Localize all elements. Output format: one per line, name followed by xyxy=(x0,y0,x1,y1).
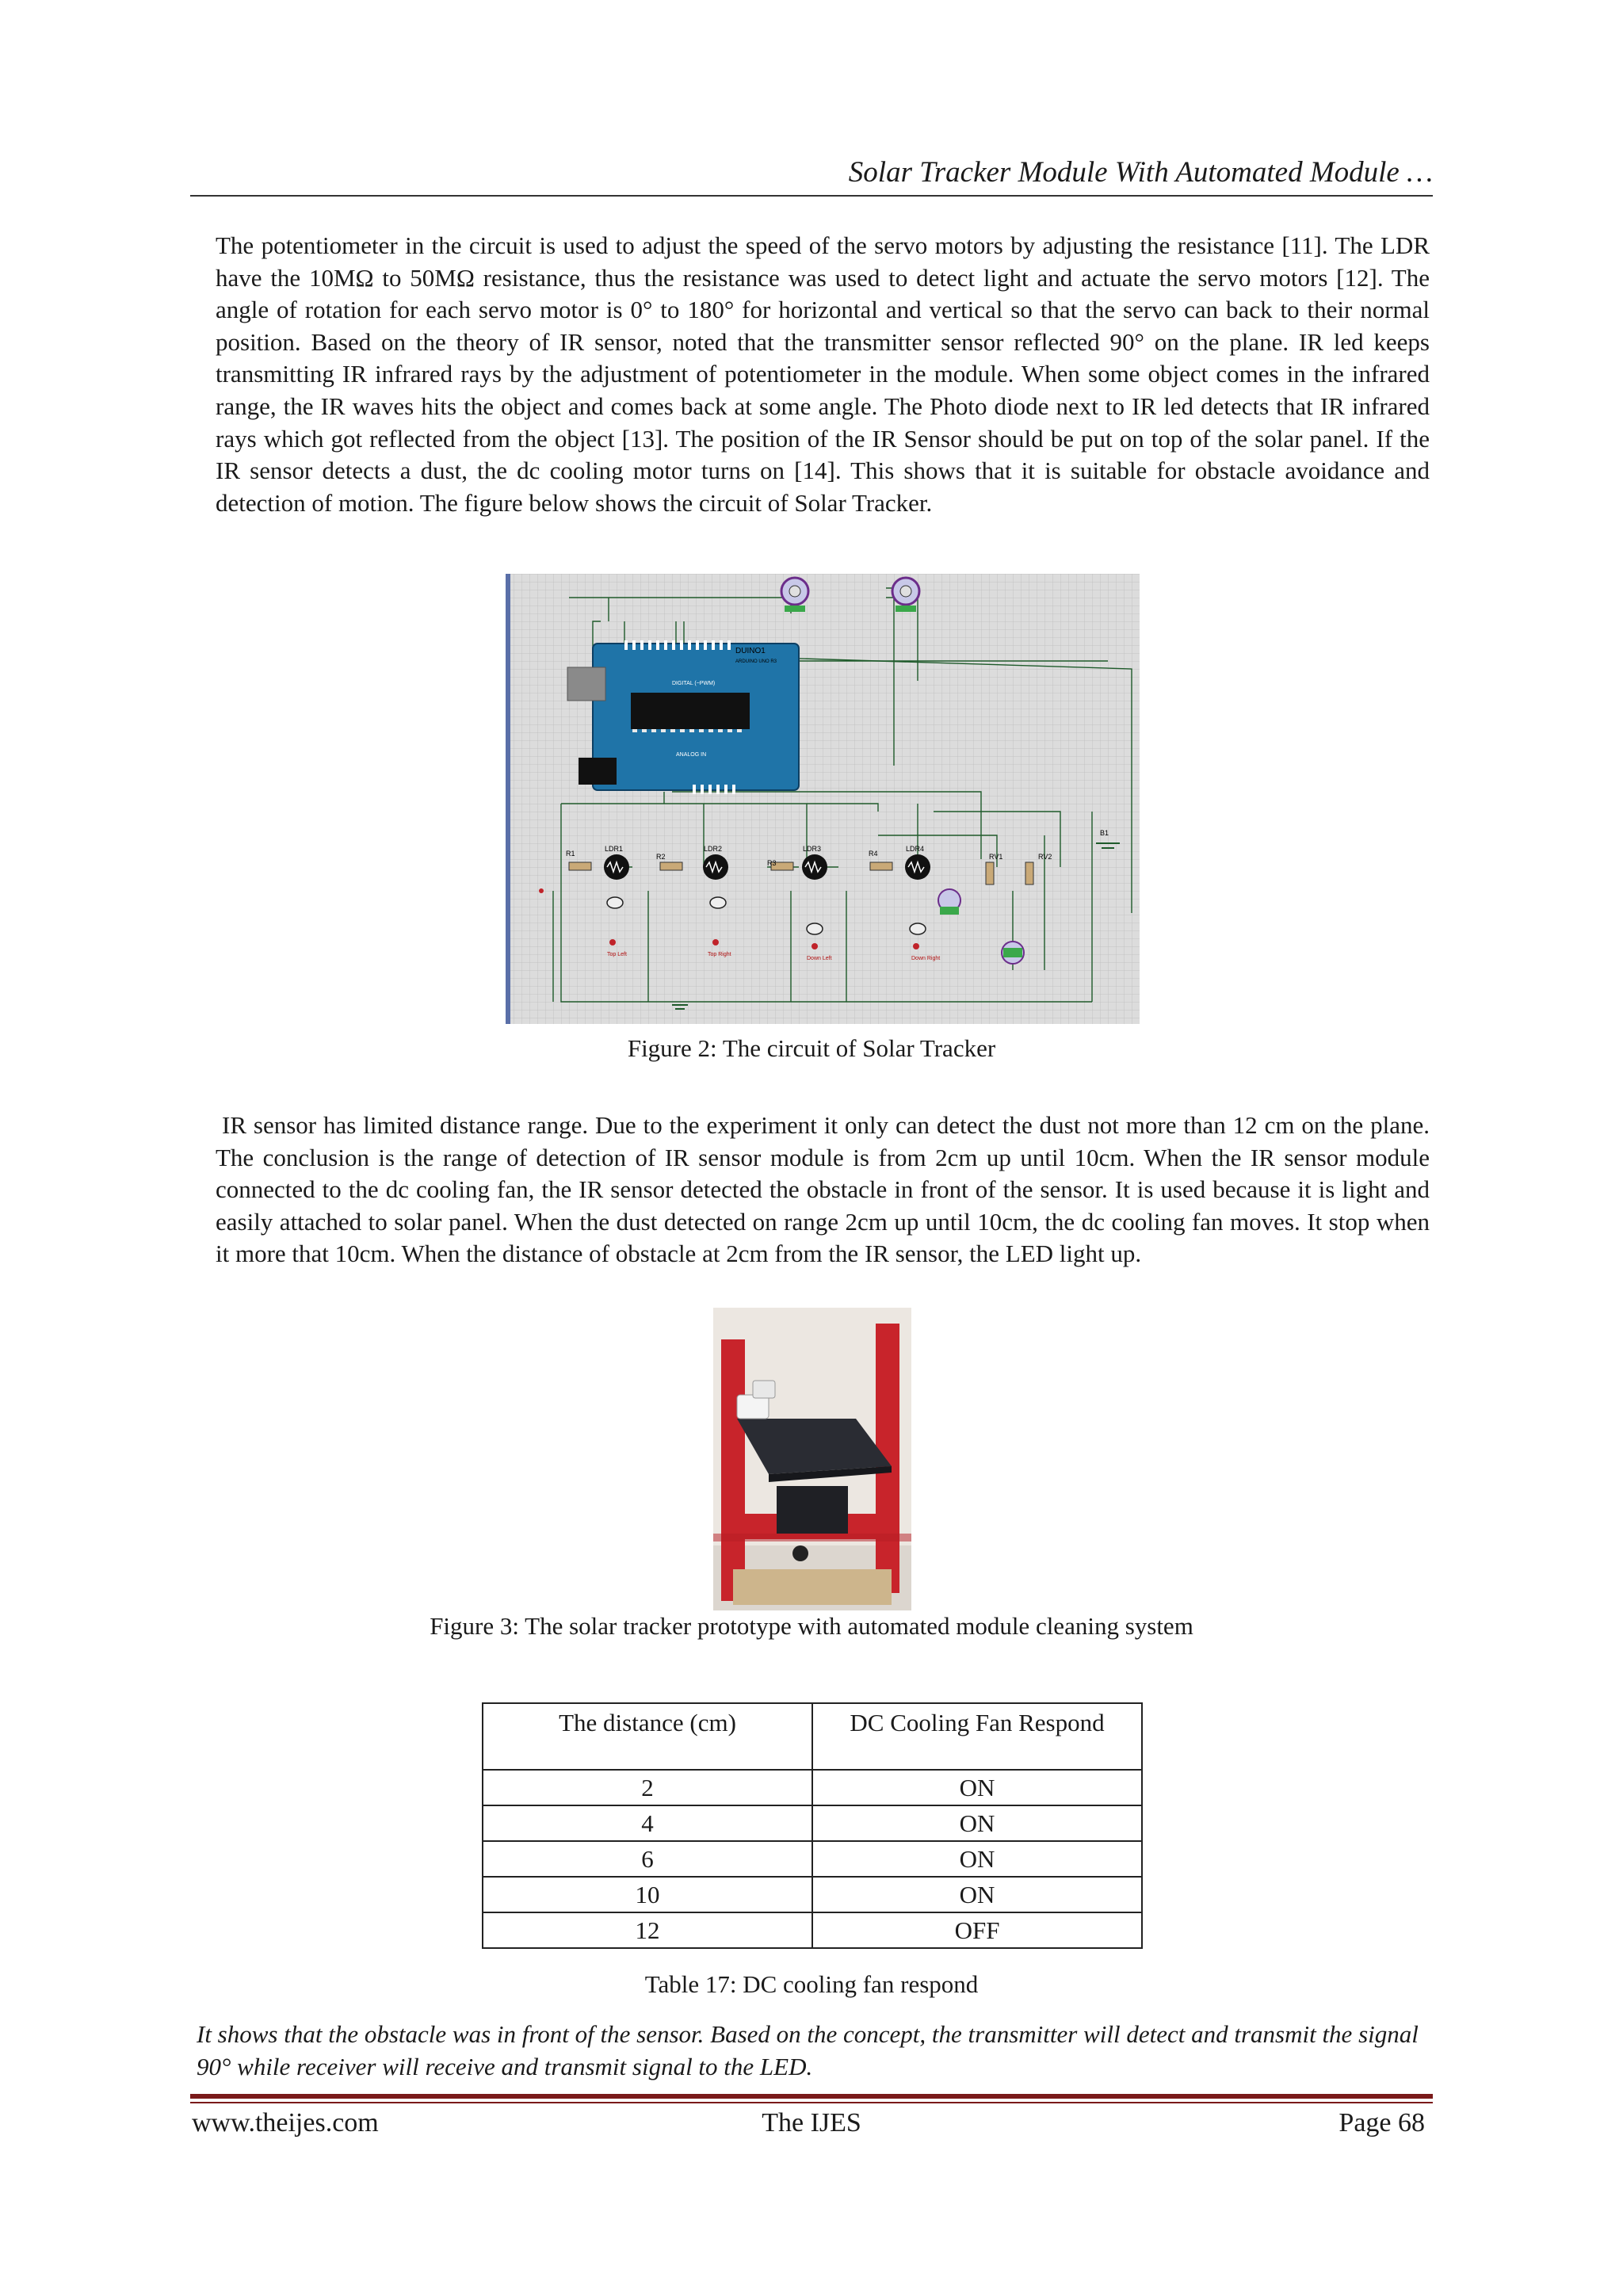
header-divider xyxy=(190,195,1433,197)
table-row xyxy=(483,1877,1142,1912)
column-header-distance: The distance (cm) xyxy=(483,1703,812,1770)
italic-note: It shows that the obstacle was in front of the sensor. Based on the concept, the transmitter will detect and transmit the signal 90° while receiver will receive and transmit signal to the LED. xyxy=(197,2020,1419,2080)
respond-cell: ON xyxy=(812,1770,1142,1805)
distance-cell: 4 xyxy=(483,1805,812,1841)
footer-website: www.theijes.com xyxy=(192,2108,379,2137)
r1-label: R1 xyxy=(566,850,575,858)
table-row xyxy=(483,1805,1142,1841)
r3-label: R3 xyxy=(767,859,777,867)
fan-respond-table xyxy=(482,1702,1143,1949)
top-left-label: Top Left xyxy=(607,952,627,957)
table-row xyxy=(483,1912,1142,1948)
r4-label: R4 xyxy=(869,850,878,858)
down-left-label: Down Left xyxy=(807,956,832,961)
distance-cell: 6 xyxy=(483,1841,812,1877)
distance-cell: 2 xyxy=(483,1770,812,1805)
servo-motor xyxy=(892,578,919,612)
circuit-schematic-figure xyxy=(506,574,1140,1024)
prototype-photo xyxy=(713,1308,911,1610)
ldr3-label: LDR3 xyxy=(803,845,822,853)
top-right-label: Top Right xyxy=(708,952,731,957)
table-row xyxy=(483,1770,1142,1805)
prototype-illustration xyxy=(713,1308,911,1610)
rv2-label: RV2 xyxy=(1038,853,1052,861)
running-header: Solar Tracker Module With Automated Module … xyxy=(848,156,1433,189)
ldr4-label: LDR4 xyxy=(906,845,925,853)
analog-label: ANALOG IN xyxy=(676,752,707,758)
board-sublabel: ARDUINO UNO R3 xyxy=(735,659,777,664)
rv1-label: RV1 xyxy=(989,853,1003,861)
footer-divider-thin xyxy=(190,2102,1433,2103)
respond-cell: ON xyxy=(812,1805,1142,1841)
circuit-schematic xyxy=(506,574,1140,1024)
footer-journal: The IJES xyxy=(762,2108,861,2137)
table-row xyxy=(483,1841,1142,1877)
footer-divider xyxy=(190,2094,1433,2099)
respond-cell: ON xyxy=(812,1841,1142,1877)
arduino-board xyxy=(567,640,799,794)
table-header-row xyxy=(483,1703,1142,1770)
respond-cell: ON xyxy=(812,1877,1142,1912)
table-caption: Table 17: DC cooling fan respond xyxy=(644,1970,979,1998)
column-header-fan-respond: DC Cooling Fan Respond xyxy=(812,1703,1142,1770)
ldr1-label: LDR1 xyxy=(605,845,624,853)
down-right-label: Down Right xyxy=(911,956,941,961)
r2-label: R2 xyxy=(656,853,666,861)
body-paragraph-1: The potentiometer in the circuit is used to adjust the speed of the servo motors by adjusting the resistance [11]. The LDR have the 10MΩ to 50MΩ resistance, thus the resistance was used to detect light and actuate the servo motors [12]. The angle of rotation for each servo motor is 0° to 180° for horizontal and vertical so that the servo can back to their normal position. Based on the theory of IR sensor, noted that the transmitter sensor reflected 90° on the plane. IR led keeps transmitting IR infrared rays by the adjustment of potentiometer in the module. When some object comes in the infrared range, the IR waves hits the object and comes back at some angle. The Photo diode next to IR led detects that IR infrared rays which got reflected from the object [13]. The position of the IR Sensor should be put on top of the solar panel. If the IR sensor detects a dust, the dc cooling motor turns on [14]. This shows that it is suitable for obstacle avoidance and detection of motion. The figure below shows the circuit of Solar Tracker. xyxy=(216,231,1430,517)
figure-2-caption: Figure 2: The circuit of Solar Tracker xyxy=(627,1034,996,1062)
body-paragraph-2: IR sensor has limited distance range. Due to the experiment it only can detect the dust not more than 12 cm on the plane. The conclusion is the range of detection of IR sensor module is from 2cm up until 10cm. When the IR sensor module connected to the dc cooling fan, the IR sensor detected the obstacle in front of the sensor. It is used because it is light and easily attached to solar panel. When the dust detected on range 2cm up until 10cm, the dc cooling fan moves. It stop when it more that 10cm. When the distance of obstacle at 2cm from the IR sensor, the LED light up. xyxy=(216,1111,1430,1268)
figure-3-caption: Figure 3: The solar tracker prototype with automated module cleaning system xyxy=(430,1612,1193,1640)
distance-cell: 12 xyxy=(483,1912,812,1948)
footer-page-number: Page 68 xyxy=(1338,2108,1425,2137)
board-label: DUINO1 xyxy=(735,647,766,655)
distance-cell: 10 xyxy=(483,1877,812,1912)
servo-motor xyxy=(781,578,808,612)
ldr2-label: LDR2 xyxy=(704,845,723,853)
digital-label: DIGITAL (~PWM) xyxy=(672,681,716,686)
b1-label: B1 xyxy=(1100,829,1109,837)
respond-cell: OFF xyxy=(812,1912,1142,1948)
